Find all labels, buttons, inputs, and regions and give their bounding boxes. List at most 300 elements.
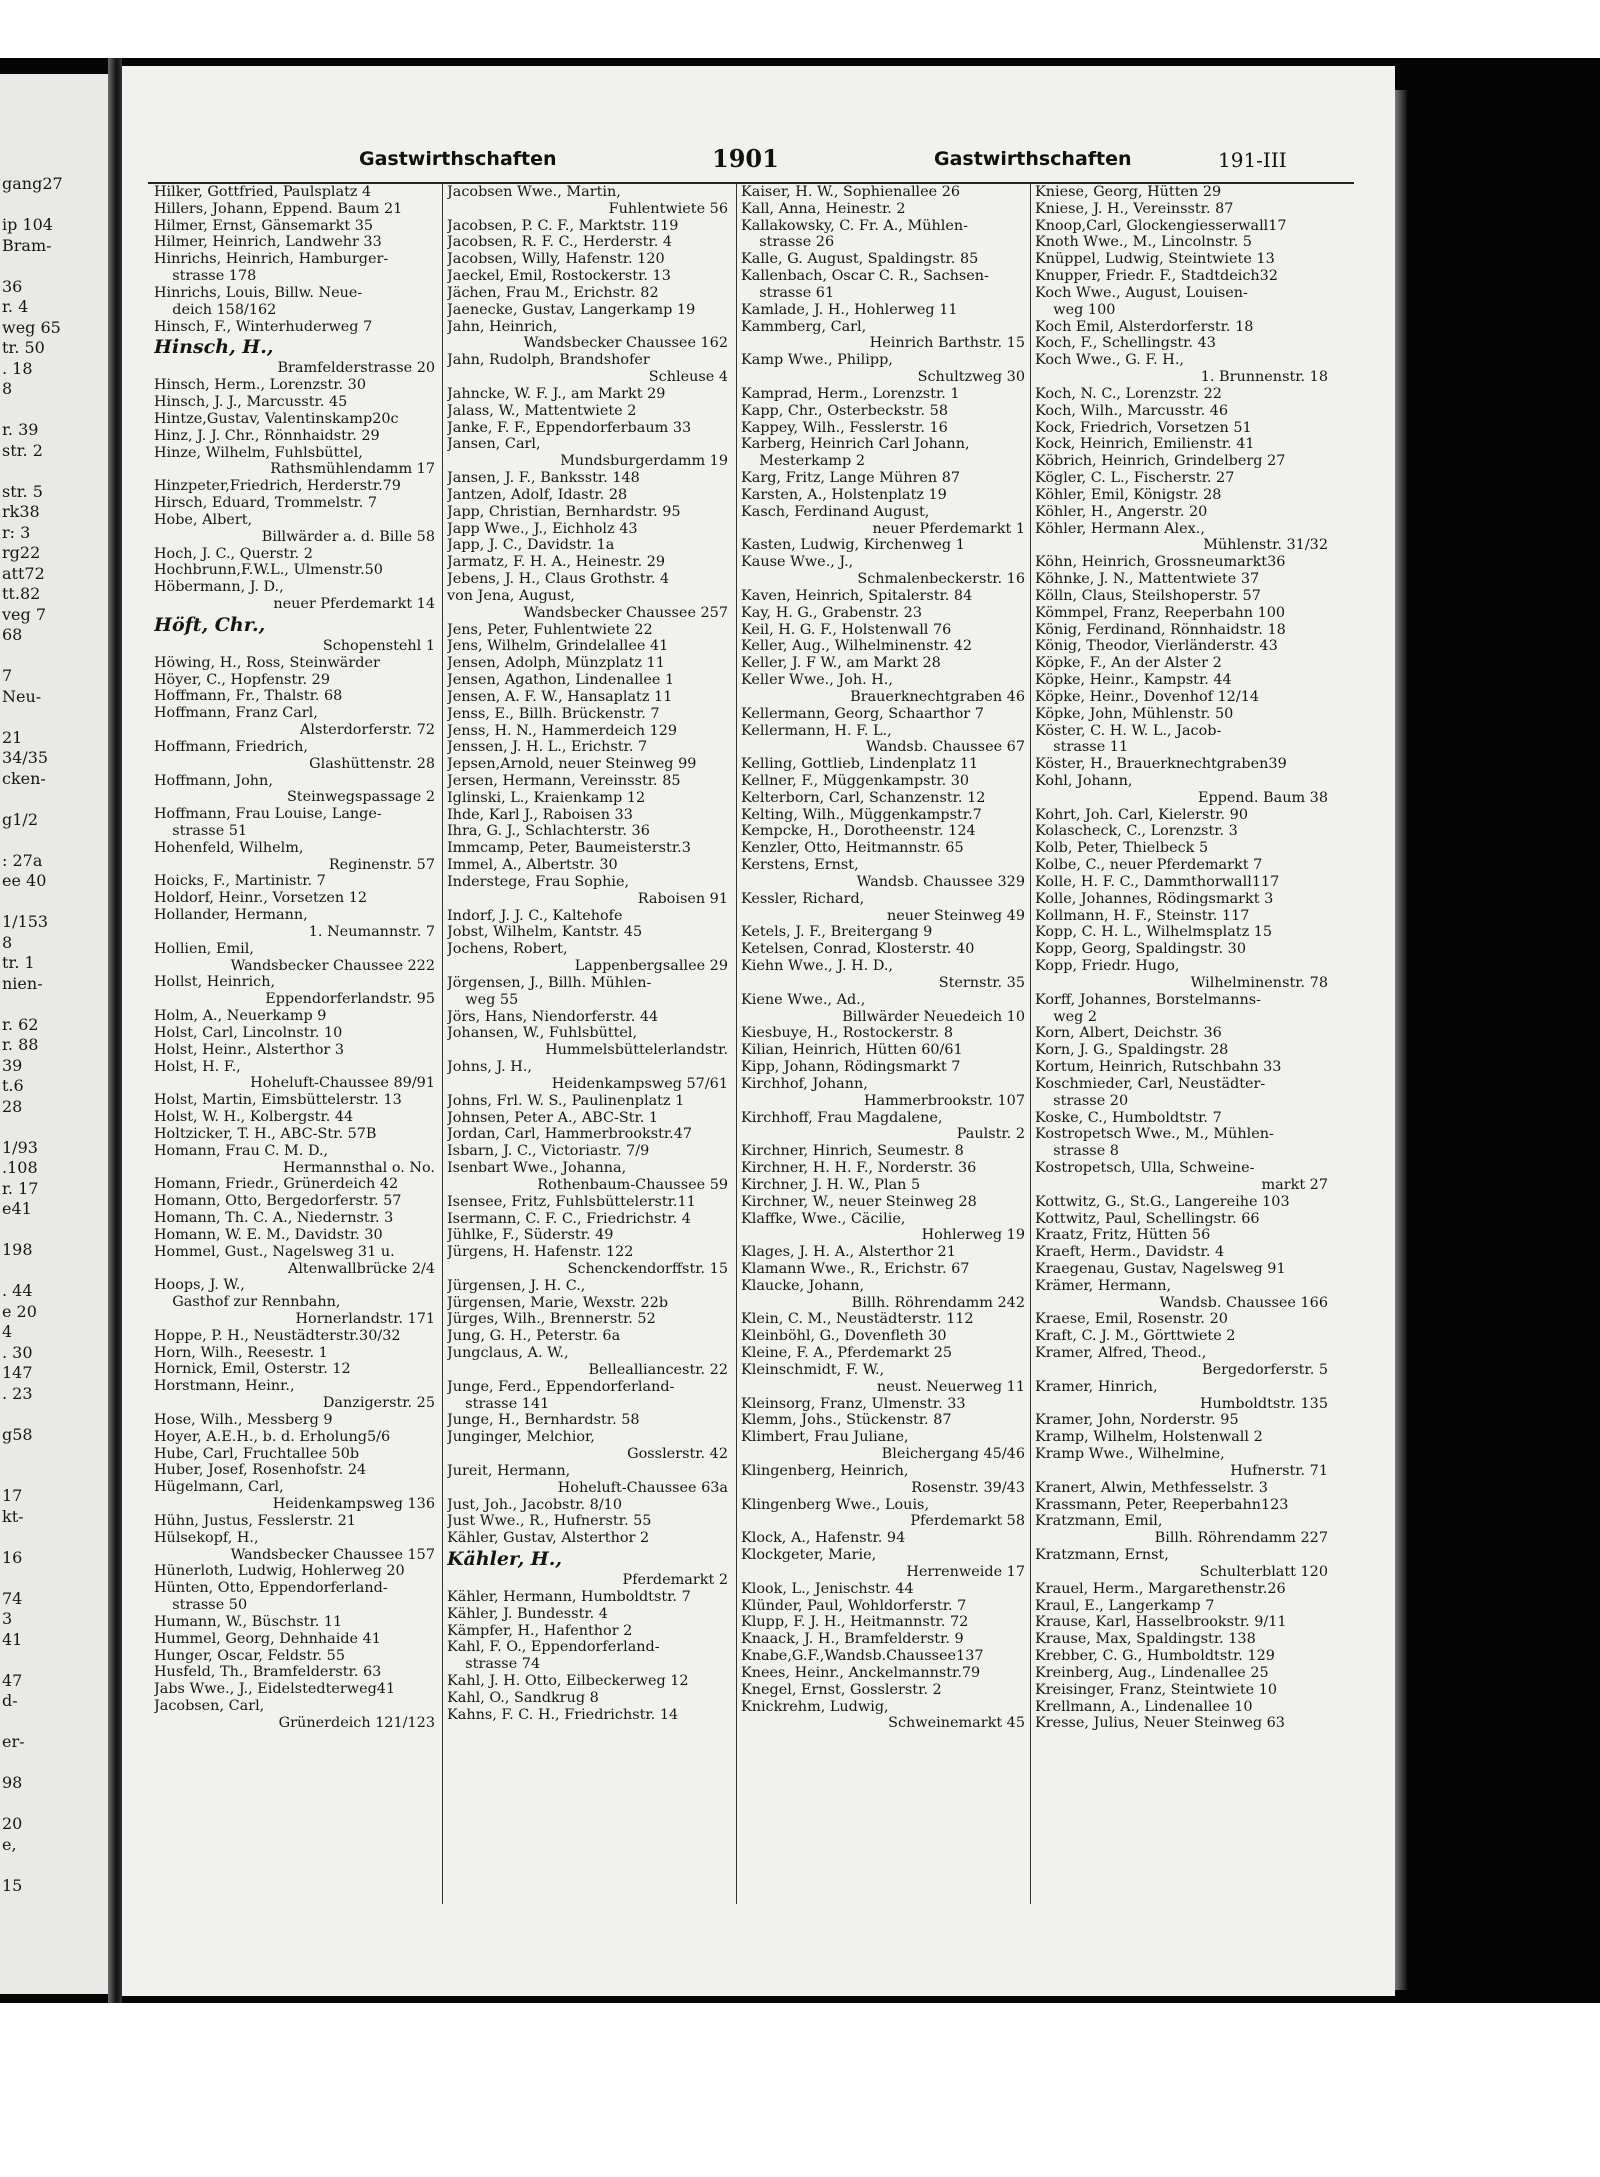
directory-entry-line: Jürges, Wilh., Brennerstr. 52 xyxy=(447,1311,656,1328)
directory-entry-line: Knüppel, Ludwig, Steintwiete 13 xyxy=(1035,251,1275,268)
directory-entry-line: Jureit, Hermann, xyxy=(447,1462,571,1479)
directory-entry-line: Paulstr. 2 xyxy=(956,1126,1025,1143)
directory-entry-line: Kamprad, Herm., Lorenzstr. 1 xyxy=(741,385,960,402)
directory-entry-line: Kelterborn, Carl, Schanzenstr. 12 xyxy=(741,789,986,806)
directory-entry-line: Wandsbecker Chaussee 157 xyxy=(230,1546,435,1563)
directory-entry-line: Grünerdeich 121/123 xyxy=(278,1714,435,1731)
header-left-title: Gastwirthschaften xyxy=(359,148,557,170)
directory-entry-line: Heidenkampsweg 136 xyxy=(272,1496,435,1513)
directory-entry-line: Holst, Heinr., Alsterthor 3 xyxy=(154,1041,344,1058)
directory-entry-line: Klaffke, Wwe., Cäcilie, xyxy=(741,1210,906,1227)
directory-entry-line: Bergedorferstr. 5 xyxy=(1202,1361,1328,1378)
directory-entry-line: Köster, C. H. W. L., Jacob- xyxy=(1035,722,1222,739)
directory-entry-line: Rosenstr. 39/43 xyxy=(911,1479,1025,1496)
directory-entry-line: Köhler, Hermann Alex., xyxy=(1035,520,1205,537)
directory-entry-line: Holst, Martin, Eimsbüttelerstr. 13 xyxy=(154,1092,402,1109)
directory-entry-line: Kempcke, H., Dorotheenstr. 124 xyxy=(741,823,976,840)
directory-entry-line: Klages, J. H. A., Alsterthor 21 xyxy=(741,1244,956,1261)
directory-entry-line: Japp Wwe., J., Eichholz 43 xyxy=(447,520,638,537)
directory-entry-line: Herrenweide 17 xyxy=(906,1563,1025,1580)
directory-entry-line: Pferdemarkt 58 xyxy=(910,1513,1025,1530)
directory-entry-line: Jaeckel, Emil, Rostockerstr. 13 xyxy=(447,268,671,285)
directory-page xyxy=(122,66,1395,1996)
directory-entry-line: Jenss, H. N., Hammerdeich 129 xyxy=(447,722,678,739)
directory-entry-line: Hinrichs, Louis, Billw. Neue- xyxy=(154,284,363,301)
directory-entry-line: Koch Wwe., G. F. H., xyxy=(1035,352,1184,369)
directory-entry-line: Kirchner, J. H. W., Plan 5 xyxy=(741,1176,921,1193)
directory-entry-line: Rathsmühlendamm 17 xyxy=(270,461,435,478)
directory-entry-line: strasse 11 xyxy=(1035,739,1129,756)
directory-entry-line: Fuhlentwiete 56 xyxy=(608,200,728,217)
directory-entry-line: Kolb, Peter, Thielbeck 5 xyxy=(1035,840,1209,857)
directory-entry-line: Jansen, Carl, xyxy=(447,436,541,453)
directory-entry-line: Johnsen, Peter A., ABC-Str. 1 xyxy=(447,1109,659,1126)
directory-entry-line: neuer Pferdemarkt 1 xyxy=(872,520,1025,537)
directory-entry-line: Jansen, J. F., Banksstr. 148 xyxy=(447,470,640,487)
directory-entry-line: Köhnke, J. N., Mattentwiete 37 xyxy=(1035,571,1260,588)
directory-entry-line: Kiehn Wwe., J. H. D., xyxy=(741,958,894,975)
directory-entry-line: Hilmer, Heinrich, Landwehr 33 xyxy=(154,234,382,251)
previous-page-fragments: gang27 ip 104 Bram- 36 r. 4 weg 65 tr. 50 . 18 8 r. 39 str. 2 str. 5 rk38 r: 3 rg22 att72 tt.82 veg 7 68 7 Neu- 21 34/35 cken- g1/2 : 27a ee 40 1/153 8 tr. 1 nien- r. 62 r. 88 39 t.6 28 1/93 .108 r. 17 e41 198 . 44 e 20 4 . 30 147 . 23 g58 17 kt- 16 74 3 41 47 d- er- 98 20 e, 15 xyxy=(2,174,63,1895)
directory-entry-line: Immel, A., Albertstr. 30 xyxy=(447,857,618,874)
directory-entry-line: Knoop,Carl, Glockengiesserwall17 xyxy=(1035,217,1287,234)
directory-entry-line: deich 158/162 xyxy=(154,301,277,318)
directory-entry-line: Kasten, Ludwig, Kirchenweg 1 xyxy=(741,537,965,554)
directory-entry-line: Kniese, J. H., Vereinsstr. 87 xyxy=(1035,200,1234,217)
directory-entry-line: strasse 8 xyxy=(1035,1143,1119,1160)
directory-entry-line: Schweinemarkt 45 xyxy=(888,1715,1025,1732)
directory-entry-line: Glashüttenstr. 28 xyxy=(309,755,435,772)
directory-entry-line: Jochens, Robert, xyxy=(447,941,568,958)
directory-entry-line: König, Theodor, Vierländerstr. 43 xyxy=(1035,638,1278,655)
directory-entry-line: Kay, H. G., Grabenstr. 23 xyxy=(741,604,922,621)
directory-entry-line: Jacobsen, Willy, Hafenstr. 120 xyxy=(447,251,665,268)
directory-entry-line: Höyer, C., Hopfenstr. 29 xyxy=(154,671,330,688)
directory-entry-line: Jächen, Frau M., Erichstr. 82 xyxy=(447,284,659,301)
directory-entry-line: Koske, C., Humboldtstr. 7 xyxy=(1035,1109,1222,1126)
directory-entry-line: Klock, A., Hafenstr. 94 xyxy=(741,1530,906,1547)
directory-entry-line: Kraft, C. J. M., Görttwiete 2 xyxy=(1035,1328,1236,1345)
directory-entry-line: Koch, N. C., Lorenzstr. 22 xyxy=(1035,385,1222,402)
entries-column-3 xyxy=(741,184,1029,1904)
directory-entry-line: Kniese, Georg, Hütten 29 xyxy=(1035,184,1222,200)
directory-entry-line: Japp, Christian, Bernhardstr. 95 xyxy=(447,503,681,520)
directory-entry-line: Kahl, F. O., Eppendorferland- xyxy=(447,1639,660,1656)
directory-entry-line: Kraegenau, Gustav, Nagelsweg 91 xyxy=(1035,1261,1286,1277)
directory-entry-line: Bleichergang 45/46 xyxy=(881,1446,1025,1463)
directory-entry-line: Billh. Röhrendamm 227 xyxy=(1154,1530,1328,1547)
directory-entry-line: Hoffmann, Friedrich, xyxy=(154,738,308,755)
directory-entry-line: Jensen, Adolph, Münzplatz 11 xyxy=(447,655,665,672)
directory-entry-line: Köpke, Heinr., Dovenhof 12/14 xyxy=(1035,688,1260,705)
directory-entry-line: strasse 61 xyxy=(741,284,835,301)
entries-column-1 xyxy=(154,184,439,1904)
directory-entry-line: weg 2 xyxy=(1035,1008,1098,1025)
directory-entry-line: Schulterblatt 120 xyxy=(1199,1563,1328,1580)
directory-entry-line: Wilhelminenstr. 78 xyxy=(1190,974,1328,991)
directory-entry-line: Jalass, W., Mattentwiete 2 xyxy=(447,402,637,419)
directory-entry-line: Junge, H., Bernhardstr. 58 xyxy=(447,1412,640,1429)
directory-entry-line: Jörgensen, J., Billh. Mühlen- xyxy=(447,974,652,991)
directory-entry-line: Karg, Fritz, Lange Mühren 87 xyxy=(741,470,961,487)
directory-entry-line: Junginger, Melchior, xyxy=(447,1429,595,1446)
directory-entry-line: Keil, H. G. F., Holstenwall 76 xyxy=(741,621,952,638)
directory-entry-line: Hilker, Gottfried, Paulsplatz 4 xyxy=(154,184,372,200)
directory-entry-line: Koch, F., Schellingstr. 43 xyxy=(1035,335,1216,352)
directory-entry-line: Billwärder Neuedeich 10 xyxy=(842,1008,1025,1025)
directory-entry-line: Hoffmann, Franz Carl, xyxy=(154,705,318,722)
directory-entry-line: strasse 26 xyxy=(741,234,835,251)
directory-entry-line: Jung, G. H., Peterstr. 6a xyxy=(447,1328,621,1345)
directory-entry-line: Köhler, H., Angerstr. 20 xyxy=(1035,503,1208,520)
directory-entry-line: Kirchhof, Johann, xyxy=(741,1075,868,1092)
directory-entry-line: Eppendorferlandstr. 95 xyxy=(265,991,435,1008)
column-divider xyxy=(736,184,737,1904)
directory-entry-line: Horstmann, Heinr., xyxy=(154,1378,295,1395)
directory-entry-line: Bellealliancestr. 22 xyxy=(588,1361,728,1378)
directory-entry-line: Krause, Karl, Hasselbrookstr. 9/11 xyxy=(1035,1614,1287,1631)
directory-entry-line: Hinsch, H., xyxy=(154,336,274,359)
directory-entry-line: Knaack, J. H., Bramfelderstr. 9 xyxy=(741,1631,964,1648)
directory-entry-line: Isenbart Wwe., Johanna, xyxy=(447,1160,627,1177)
directory-entry-line: Hornick, Emil, Osterstr. 12 xyxy=(154,1361,351,1378)
directory-entry-line: strasse 20 xyxy=(1035,1092,1129,1109)
directory-entry-line: Johansen, W., Fuhlsbüttel, xyxy=(447,1025,638,1042)
directory-entry-line: Kratzmann, Emil, xyxy=(1035,1513,1163,1530)
directory-entry-line: Jürgens, H. Hafenstr. 122 xyxy=(447,1244,634,1261)
directory-entry-line: weg 100 xyxy=(1035,301,1116,318)
directory-entry-line: Köbrich, Heinrich, Grindelberg 27 xyxy=(1035,453,1286,470)
directory-entry-line: Just Wwe., R., Hufnerstr. 55 xyxy=(447,1513,652,1530)
directory-entry-line: Korn, Albert, Deichstr. 36 xyxy=(1035,1025,1222,1042)
directory-entry-line: Janke, F. F., Eppendorferbaum 33 xyxy=(447,419,692,436)
directory-entry-line: Hobe, Albert, xyxy=(154,511,253,528)
directory-entry-line: Hohlerweg 19 xyxy=(921,1227,1025,1244)
directory-entry-line: Koch Emil, Alsterdorferstr. 18 xyxy=(1035,318,1254,335)
directory-entry-line: Humboldtstr. 135 xyxy=(1199,1395,1328,1412)
directory-entry-line: Knees, Heinr., Anckelmannstr.79 xyxy=(741,1664,981,1681)
directory-entry-line: Jacobsen Wwe., Martin, xyxy=(447,184,621,200)
directory-entry-line: Gosslerstr. 42 xyxy=(627,1446,728,1463)
directory-entry-line: Inderstege, Frau Sophie, xyxy=(447,873,630,890)
directory-entry-line: Kenzler, Otto, Heitmannstr. 65 xyxy=(741,840,964,857)
directory-entry-line: Hohenfeld, Wilhelm, xyxy=(154,839,304,856)
directory-entry-line: Keller Wwe., Joh. H., xyxy=(741,672,893,689)
directory-entry-line: Heidenkampsweg 57/61 xyxy=(551,1075,728,1092)
directory-entry-line: Kappey, Wilh., Fesslerstr. 16 xyxy=(741,419,948,436)
directory-entry-line: Kresse, Julius, Neuer Steinweg 63 xyxy=(1035,1715,1285,1732)
header-year: 1901 xyxy=(712,144,779,173)
directory-entry-line: Kraul, E., Langerkamp 7 xyxy=(1035,1597,1215,1614)
directory-entry-line: Hochbrunn,F.W.L., Ulmenstr.50 xyxy=(154,562,383,579)
directory-entry-line: Klein, C. M., Neustädterstr. 112 xyxy=(741,1311,974,1328)
directory-entry-line: Jantzen, Adolf, Idastr. 28 xyxy=(447,486,628,503)
directory-entry-line: Iglinski, L., Kraienkamp 12 xyxy=(447,789,646,806)
directory-entry-line: Kostropetsch Wwe., M., Mühlen- xyxy=(1035,1126,1274,1143)
directory-entry-line: Indorf, J. J. C., Kaltehofe xyxy=(447,907,623,924)
directory-entry-line: Kopp, Friedr. Hugo, xyxy=(1035,958,1180,975)
directory-entry-line: Klingenberg Wwe., Louis, xyxy=(741,1496,930,1513)
directory-entry-line: Krebber, C. G., Humboldtstr. 129 xyxy=(1035,1648,1275,1665)
directory-entry-line: Kiene Wwe., Ad., xyxy=(741,991,866,1008)
directory-entry-line: Schmalenbeckerstr. 16 xyxy=(857,571,1025,588)
directory-entry-line: Klaucke, Johann, xyxy=(741,1277,865,1294)
directory-entry-line: Keller, Aug., Wilhelminenstr. 42 xyxy=(741,638,972,655)
directory-entry-line: Kramer, Hinrich, xyxy=(1035,1378,1158,1395)
directory-entry-line: Jacobsen, Carl, xyxy=(154,1698,265,1715)
directory-entry-line: Jobst, Wilhelm, Kantstr. 45 xyxy=(447,924,643,941)
directory-entry-line: Kratzmann, Ernst, xyxy=(1035,1547,1169,1564)
entries-column-4 xyxy=(1035,184,1332,1904)
directory-entry-line: 1. Brunnenstr. 18 xyxy=(1200,369,1328,386)
directory-entry-line: 1. Neumannstr. 7 xyxy=(308,923,435,940)
directory-entry-line: Husfeld, Th., Bramfelderstr. 63 xyxy=(154,1664,382,1681)
directory-entry-line: Klook, L., Jenischstr. 44 xyxy=(741,1580,914,1597)
previous-page-edge xyxy=(0,74,108,1994)
directory-entry-line: Wandsb. Chaussee 329 xyxy=(856,873,1025,890)
directory-entry-line: Klupp, F. J. H., Heitmannstr. 72 xyxy=(741,1614,969,1631)
directory-entry-line: Kirchhoff, Frau Magdalene, xyxy=(741,1109,943,1126)
directory-entry-line: Homann, Th. C. A., Niedernstr. 3 xyxy=(154,1210,394,1227)
directory-entry-line: strasse 51 xyxy=(154,822,248,839)
directory-entry-line: Jahn, Rudolph, Brandshofer xyxy=(447,352,650,369)
directory-entry-line: Jahncke, W. F. J., am Markt 29 xyxy=(447,385,666,402)
directory-entry-line: Klünder, Paul, Wohldorferstr. 7 xyxy=(741,1597,967,1614)
directory-entry-line: Altenwallbrücke 2/4 xyxy=(287,1260,435,1277)
directory-entry-line: Kostropetsch, Ulla, Schweine- xyxy=(1035,1160,1255,1177)
directory-entry-line: Japp, J. C., Davidstr. 1a xyxy=(447,537,615,554)
directory-entry-line: Hügelmann, Carl, xyxy=(154,1479,284,1496)
page-header xyxy=(122,144,1395,178)
directory-entry-line: Hülsekopf, H., xyxy=(154,1529,259,1546)
directory-entry-line: Hinrichs, Heinrich, Hamburger- xyxy=(154,251,389,268)
directory-entry-line: Alsterdorferstr. 72 xyxy=(300,722,435,739)
directory-entry-line: Kaven, Heinrich, Spitalerstr. 84 xyxy=(741,587,973,604)
directory-entry-line: Kähler, J. Bundesstr. 4 xyxy=(447,1605,608,1622)
directory-entry-line: Ketels, J. F., Breitergang 9 xyxy=(741,924,933,941)
directory-entry-line: Jaenecke, Gustav, Langerkamp 19 xyxy=(447,301,696,318)
directory-entry-line: Koch Wwe., August, Louisen- xyxy=(1035,284,1248,301)
directory-entry-line: Kollmann, H. F., Steinstr. 117 xyxy=(1035,907,1250,924)
directory-entry-line: Kamlade, J. H., Hohlerweg 11 xyxy=(741,301,958,318)
directory-entry-line: Wandsbecker Chaussee 257 xyxy=(523,604,728,621)
directory-entry-line: Billh. Röhrendamm 242 xyxy=(851,1294,1025,1311)
directory-entry-line: Homann, Friedr., Grünerdeich 42 xyxy=(154,1176,399,1193)
directory-entry-line: Hintze,Gustav, Valentinskamp20c xyxy=(154,410,399,427)
directory-entry-line: Kallakowsky, C. Fr. A., Mühlen- xyxy=(741,217,969,234)
directory-entry-line: Holst, H. F., xyxy=(154,1058,241,1075)
directory-entry-line: neuer Steinweg 49 xyxy=(887,907,1025,924)
directory-entry-line: Köpke, F., An der Alster 2 xyxy=(1035,655,1222,672)
directory-entry-line: Hilmer, Ernst, Gänsemarkt 35 xyxy=(154,217,374,234)
directory-entry-line: Kramp Wwe., Wilhelmine, xyxy=(1035,1446,1225,1463)
directory-entry-line: Jühlke, F., Süderstr. 49 xyxy=(447,1227,614,1244)
directory-entry-line: Kahns, F. C. H., Friedrichstr. 14 xyxy=(447,1706,679,1723)
directory-entry-line: Jensen, Agathon, Lindenallee 1 xyxy=(447,672,675,689)
directory-entry-line: Hummelsbüttelerlandstr. xyxy=(545,1042,728,1059)
directory-entry-line: Billwärder a. d. Bille 58 xyxy=(261,528,435,545)
directory-entry-line: Kirchner, Hinrich, Seumestr. 8 xyxy=(741,1143,964,1160)
directory-entry-line: Kall, Anna, Heinestr. 2 xyxy=(741,200,906,217)
directory-entry-line: Hunger, Oscar, Feldstr. 55 xyxy=(154,1647,345,1664)
directory-entry-line: Brauerknechtgraben 46 xyxy=(850,688,1025,705)
directory-entry-line: Kahl, J. H. Otto, Eilbeckerweg 12 xyxy=(447,1673,689,1690)
directory-entry-line: Hühn, Justus, Fesslerstr. 21 xyxy=(154,1512,356,1529)
directory-entry-line: Eppend. Baum 38 xyxy=(1197,789,1328,806)
directory-entry-line: von Jena, August, xyxy=(447,587,575,604)
directory-entry-line: Hommel, Gust., Nagelsweg 31 u. xyxy=(154,1243,395,1260)
directory-entry-line: Krauel, Herm., Margarethenstr.26 xyxy=(1035,1580,1286,1597)
directory-entry-line: Knupper, Friedr. F., Stadtdeich32 xyxy=(1035,268,1278,285)
directory-entry-line: Jarmatz, F. H. A., Heinestr. 29 xyxy=(447,554,666,571)
directory-entry-line: Kolle, Johannes, Rödingsmarkt 3 xyxy=(1035,890,1274,907)
directory-entry-line: Höft, Chr., xyxy=(154,613,266,636)
directory-entry-line: Hoyer, A.E.H., b. d. Erholung5/6 xyxy=(154,1428,391,1445)
directory-entry-line: Kallenbach, Oscar C. R., Sachsen- xyxy=(741,268,989,285)
directory-entry-line: Jörs, Hans, Niendorferstr. 44 xyxy=(447,1008,659,1025)
directory-entry-line: Hummel, Georg, Dehnhaide 41 xyxy=(154,1630,381,1647)
directory-entry-line: Johns, J. H., xyxy=(447,1059,533,1076)
directory-entry-line: Holst, Carl, Lincolnstr. 10 xyxy=(154,1024,343,1041)
directory-entry-line: Homann, Frau C. M. D., xyxy=(154,1142,329,1159)
directory-entry-line: Kraeft, Herm., Davidstr. 4 xyxy=(1035,1244,1225,1261)
directory-entry-line: Johns, Frl. W. S., Paulinenplatz 1 xyxy=(447,1092,685,1109)
directory-entry-line: Kellner, F., Müggenkampstr. 30 xyxy=(741,772,970,789)
directory-entry-line: Hoicks, F., Martinistr. 7 xyxy=(154,873,326,890)
directory-entry-line: Homann, W. E. M., Davidstr. 30 xyxy=(154,1226,383,1243)
directory-entry-line: Kraese, Emil, Rosenstr. 20 xyxy=(1035,1311,1228,1328)
directory-entry-line: Holst, W. H., Kolbergstr. 44 xyxy=(154,1109,354,1126)
directory-entry-line: Holdorf, Heinr., Vorsetzen 12 xyxy=(154,890,368,907)
directory-entry-line: Jens, Wilhelm, Grindelallee 41 xyxy=(447,638,669,655)
directory-entry-line: Kleinsorg, Franz, Ulmenstr. 33 xyxy=(741,1395,966,1412)
directory-entry-line: Kerstens, Ernst, xyxy=(741,857,859,874)
directory-entry-line: Jenssen, J. H. L., Erichstr. 7 xyxy=(447,739,648,756)
directory-entry-line: Klockgeter, Marie, xyxy=(741,1547,877,1564)
directory-entry-line: Kirchner, H. H. F., Norderstr. 36 xyxy=(741,1160,977,1177)
directory-entry-line: Kähler, H., xyxy=(447,1548,562,1571)
directory-entry-line: Krassmann, Peter, Reeperbahn123 xyxy=(1035,1496,1289,1513)
directory-entry-line: Heinrich Barthstr. 15 xyxy=(869,335,1025,352)
directory-entry-line: Mesterkamp 2 xyxy=(741,453,865,470)
scan-top-margin xyxy=(0,0,1600,58)
directory-entry-line: Rothenbaum-Chaussee 59 xyxy=(537,1176,728,1193)
directory-entry-line: strasse 50 xyxy=(154,1597,248,1614)
directory-entry-line: Hollien, Emil, xyxy=(154,940,254,957)
directory-entry-line: Wandsbecker Chaussee 162 xyxy=(523,335,728,352)
directory-entry-line: Sternstr. 35 xyxy=(938,974,1025,991)
directory-entry-line: Kopp, C. H. L., Wilhelmsplatz 15 xyxy=(1035,924,1273,941)
directory-entry-line: Kaiser, H. W., Sophienallee 26 xyxy=(741,184,961,200)
directory-entry-line: Jordan, Carl, Hammerbrookstr.47 xyxy=(447,1126,693,1143)
directory-entry-line: Klimbert, Frau Juliane, xyxy=(741,1429,909,1446)
directory-entry-line: Korff, Johannes, Borstelmanns- xyxy=(1035,991,1262,1008)
directory-entry-line: Knoth Wwe., M., Lincolnstr. 5 xyxy=(1035,234,1252,251)
directory-entry-line: Isermann, C. F. C., Friedrichstr. 4 xyxy=(447,1210,691,1227)
directory-entry-line: Hinz, J. J. Chr., Rönnhaidstr. 29 xyxy=(154,427,380,444)
directory-entry-line: Jacobsen, R. F. C., Herderstr. 4 xyxy=(447,234,673,251)
directory-entry-line: Hoch, J. C., Querstr. 2 xyxy=(154,545,313,562)
directory-entry-line: Wandsb. Chaussee 67 xyxy=(865,739,1025,756)
directory-entry-line: Kottwitz, Paul, Schellingstr. 66 xyxy=(1035,1210,1260,1227)
directory-entry-line: Hoheluft-Chaussee 89/91 xyxy=(250,1075,435,1092)
directory-entry-line: Kock, Friedrich, Vorsetzen 51 xyxy=(1035,419,1252,436)
directory-entry-line: Homann, Otto, Bergedorferstr. 57 xyxy=(154,1193,402,1210)
directory-entry-line: Humann, W., Büschstr. 11 xyxy=(154,1613,343,1630)
directory-entry-line: Kramer, John, Norderstr. 95 xyxy=(1035,1412,1239,1429)
directory-entry-line: Hirsch, Eduard, Trommelstr. 7 xyxy=(154,495,378,512)
directory-entry-line: Kramp, Wilhelm, Holstenwall 2 xyxy=(1035,1429,1263,1446)
directory-entry-line: Hinzpeter,Friedrich, Herderstr.79 xyxy=(154,478,401,495)
directory-entry-line: Danzigerstr. 25 xyxy=(322,1395,435,1412)
directory-entry-line: Kleinböhl, G., Dovenfleth 30 xyxy=(741,1328,947,1345)
directory-entry-line: Kögler, C. L., Fischerstr. 27 xyxy=(1035,470,1235,487)
directory-entry-line: Bramfelderstrasse 20 xyxy=(277,360,435,377)
directory-entry-line: Kahl, O., Sandkrug 8 xyxy=(447,1689,599,1706)
directory-entry-line: Klingenberg, Heinrich, xyxy=(741,1462,909,1479)
directory-entry-line: Jenss, E., Billh. Brückenstr. 7 xyxy=(447,705,660,722)
directory-entry-line: Junge, Ferd., Eppendorferland- xyxy=(447,1378,675,1395)
directory-entry-line: Jürgensen, J. H. C., xyxy=(447,1277,586,1294)
directory-entry-line: Kömmpel, Franz, Reeperbahn 100 xyxy=(1035,604,1286,621)
directory-entry-line: Hoheluft-Chaussee 63a xyxy=(557,1479,728,1496)
directory-entry-line: Klemm, Johs., Stückenstr. 87 xyxy=(741,1412,952,1429)
directory-entry-line: neust. Neuerweg 11 xyxy=(876,1378,1025,1395)
directory-entry-line: Just, Joh., Jacobstr. 8/10 xyxy=(447,1496,622,1513)
directory-entry-line: Kraatz, Fritz, Hütten 56 xyxy=(1035,1227,1211,1244)
directory-entry-line: Hinsch, F., Winterhuderweg 7 xyxy=(154,318,373,335)
directory-entry-line: Kasch, Ferdinand August, xyxy=(741,503,930,520)
directory-entry-line: Kilian, Heinrich, Hütten 60/61 xyxy=(741,1042,963,1059)
directory-entry-line: Schopenstehl 1 xyxy=(322,637,435,654)
directory-entry-line: Hornerlandstr. 171 xyxy=(295,1311,435,1327)
header-right-title: Gastwirthschaften xyxy=(934,148,1132,170)
directory-entry-line: Jensen, A. F. W., Hansaplatz 11 xyxy=(447,688,673,705)
directory-entry-line: Immcamp, Peter, Baumeisterstr.3 xyxy=(447,840,691,857)
directory-entry-line: Jebens, J. H., Claus Grothstr. 4 xyxy=(447,571,670,588)
directory-entry-line: Hoppe, P. H., Neustädterstr.30/32 xyxy=(154,1327,401,1344)
directory-entry-line: Kalle, G. August, Spaldingstr. 85 xyxy=(741,251,979,268)
directory-entry-line: Hoffmann, Frau Louise, Lange- xyxy=(154,806,382,823)
directory-entry-line: Kölln, Claus, Steilshoperstr. 57 xyxy=(1035,587,1261,604)
directory-entry-line: Karberg, Heinrich Carl Johann, xyxy=(741,436,970,453)
directory-entry-line: Schultzweg 30 xyxy=(917,369,1025,386)
directory-entry-line: König, Ferdinand, Rönnhaidstr. 18 xyxy=(1035,621,1286,638)
directory-entry-line: Schenckendorffstr. 15 xyxy=(567,1261,728,1277)
directory-entry-line: Hube, Carl, Fruchtallee 50b xyxy=(154,1445,360,1462)
directory-entry-line: Krellmann, A., Lindenallee 10 xyxy=(1035,1698,1253,1715)
directory-entry-line: Hermannsthal o. No. xyxy=(282,1159,435,1176)
directory-entry-line: Knabe,G.F.,Wandsb.Chaussee137 xyxy=(741,1648,984,1665)
directory-entry-line: Mundsburgerdamm 19 xyxy=(560,453,728,470)
directory-entry-line: Kolbe, C., neuer Pferdemarkt 7 xyxy=(1035,857,1263,874)
column-divider xyxy=(442,184,443,1904)
directory-entry-line: Kopp, Georg, Spaldingstr. 30 xyxy=(1035,941,1246,958)
directory-entry-line: Hinze, Wilhelm, Fuhlsbüttel, xyxy=(154,444,363,461)
directory-entry-line: Höwing, H., Ross, Steinwärder xyxy=(154,654,380,671)
directory-entry-line: Kleine, F. A., Pferdemarkt 25 xyxy=(741,1345,953,1362)
directory-entry-line: Ketelsen, Conrad, Klosterstr. 40 xyxy=(741,941,975,958)
directory-entry-line: Wandsbecker Chaussee 222 xyxy=(230,957,435,974)
directory-entry-line: Kohl, Johann, xyxy=(1035,772,1133,789)
directory-entry-line: Jürgensen, Marie, Wexstr. 22b xyxy=(447,1294,669,1311)
directory-entry-line: Kammberg, Carl, xyxy=(741,318,867,335)
directory-entry-line: Hoffmann, John, xyxy=(154,772,273,789)
directory-entry-line: Hollst, Heinrich, xyxy=(154,974,276,991)
directory-entry-line: Mühlenstr. 31/32 xyxy=(1203,537,1328,554)
directory-entry-line: Hinsch, J. J., Marcusstr. 45 xyxy=(154,394,348,411)
directory-entry-line: Kipp, Johann, Rödingsmarkt 7 xyxy=(741,1059,961,1076)
